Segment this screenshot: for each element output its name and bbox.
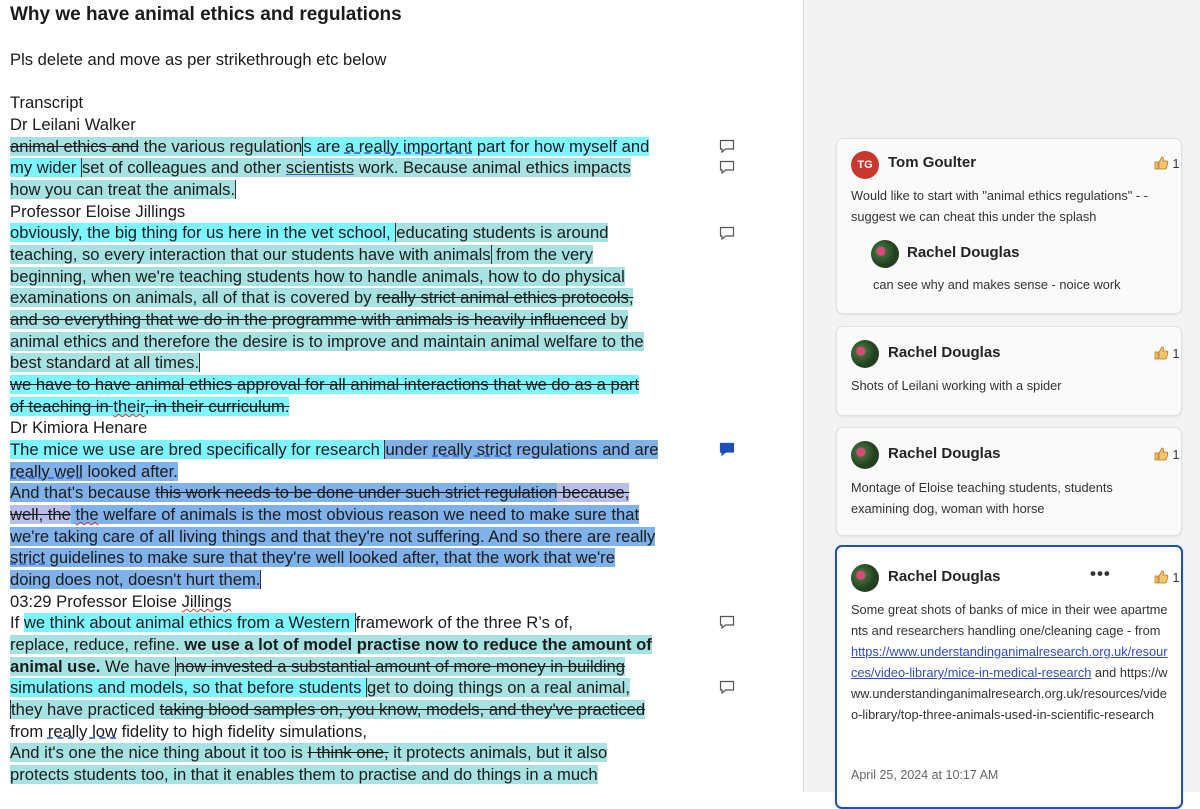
comment-author: Rachel Douglas — [888, 568, 1001, 585]
like-button[interactable] — [1153, 446, 1179, 462]
like-button[interactable] — [1153, 155, 1179, 171]
comment-marker-icon[interactable] — [719, 615, 735, 629]
text-line: how you can treat the animals. — [10, 180, 236, 199]
comment-text: Shots of Leilani working with a spider — [851, 378, 1062, 393]
comment-card[interactable] — [836, 138, 1182, 314]
like-count: 1 — [1172, 157, 1180, 171]
thumbs-up-icon — [1153, 345, 1169, 361]
text-line: we're taking care of all living things and that they're not suffering. And so there are really — [10, 527, 656, 546]
text-line: examinations on animals, all of that is covered by really strict animal ethics protocols, — [10, 288, 634, 307]
text-line: Transcript — [10, 93, 84, 112]
text-line: from really low fidelity to high fidelity simulations, — [10, 722, 367, 741]
comment-card[interactable] — [836, 427, 1182, 536]
avatar — [851, 564, 879, 592]
text-line: protects students too, in that it enables them to practise and do things in a much — [10, 765, 598, 784]
reply-text: can see why and makes sense - noice work — [873, 277, 1121, 292]
comment-author: Rachel Douglas — [888, 445, 1001, 462]
text-line: animal ethics and the various regulations are a really important part for how myself and — [10, 137, 650, 156]
speaker-name: Dr Kimiora Henare — [10, 418, 148, 437]
text-line: they have practiced taking blood samples on, you know, models, and they've practiced — [11, 700, 646, 719]
text-line: of teaching in their, in their curriculum. — [10, 397, 290, 416]
instruction-line: Pls delete and move as per strikethrough etc below — [10, 50, 387, 69]
comment-card[interactable] — [836, 326, 1182, 416]
comment-text: Would like to start with "animal ethics regulations" - - suggest we can cheat this under the splash — [851, 188, 1148, 224]
avatar — [851, 441, 879, 469]
thumbs-up-icon — [1153, 446, 1169, 462]
text-line: really well looked after. — [10, 462, 178, 481]
comment-author: Tom Goulter — [888, 154, 977, 171]
text-line: well, the the welfare of animals is the most obvious reason we need to make sure that — [10, 505, 640, 524]
document-title: Why we have animal ethics and regulations — [10, 4, 402, 25]
text-line: And that's because this work needs to be done under such strict regulation because, — [10, 483, 630, 502]
comment-author: Rachel Douglas — [888, 344, 1001, 361]
like-count: 1 — [1172, 448, 1180, 462]
like-count: 1 — [1172, 571, 1180, 585]
thumbs-up-icon — [1153, 569, 1169, 585]
text-line: best standard at all times. — [10, 353, 200, 372]
speaker-name: Dr Leilani Walker — [10, 115, 136, 134]
text-line: teaching, so every interaction that our students have with animals from the very — [10, 245, 593, 264]
text-line: beginning, when we're teaching students how to handle animals, how to do physical — [10, 267, 625, 286]
text-line: The mice we use are bred specifically for research under really strict regulations and are — [10, 440, 659, 459]
text-line: simulations and models, so that before students get to doing things on a real animal, — [10, 678, 630, 697]
text-line: my wider set of colleagues and other scientists work. Because animal ethics impacts — [10, 158, 631, 177]
reply-author: Rachel Douglas — [907, 244, 1020, 261]
avatar: TG — [851, 151, 879, 179]
text-line: strict guidelines to make sure that they're well looked after, that the work that we're — [10, 548, 615, 567]
text-line: replace, reduce, refine. we use a lot of model practise now to reduce the amount of — [10, 635, 652, 654]
text-line: If we think about animal ethics from a Western framework of the three R’s of, — [10, 613, 574, 632]
speaker-name: 03:29 Professor Eloise Jillings — [10, 592, 232, 611]
text-line: animal use. We have now invested a substantial amount of more money in building — [10, 657, 626, 676]
text-line: And it's one the nice thing about it too is I think one, it protects animals, but it also — [10, 743, 608, 762]
text-line: and so everything that we do in the programme with animals is heavily influenced by — [10, 310, 628, 329]
more-options-button[interactable]: ••• — [1090, 564, 1111, 583]
avatar — [851, 340, 879, 368]
comment-marker-icon[interactable] — [719, 139, 735, 153]
avatar — [871, 240, 899, 268]
like-button[interactable] — [1153, 345, 1179, 361]
comment-marker-icon[interactable] — [719, 680, 735, 694]
text-line: obviously, the big thing for us here in the vet school, educating students is around — [10, 223, 609, 242]
like-button[interactable] — [1153, 569, 1179, 585]
comment-card-active[interactable] — [835, 545, 1183, 809]
speaker-name: Professor Eloise Jillings — [10, 202, 186, 221]
like-count: 1 — [1172, 347, 1180, 361]
comment-marker-active-icon[interactable] — [719, 442, 735, 456]
comment-date: April 25, 2024 at 10:17 AM — [851, 768, 999, 782]
text-line: we have to have animal ethics approval for all animal interactions that we do as a part — [10, 375, 640, 394]
comment-marker-icon[interactable] — [719, 226, 735, 240]
thumbs-up-icon — [1153, 155, 1169, 171]
comment-text: Montage of Eloise teaching students, students examining dog, woman with horse — [851, 480, 1113, 516]
comment-text: Some great shots of banks of mice in their wee apartments and researchers handling one/cleaning cage - from https://www.understandinganimalresearch.org.uk/resources/video-library/mice-in-medical-research and https://www.understandinganimalresearch.org.uk/resources/video-library/top-three-animals-used-in-scientific-research — [851, 602, 1168, 722]
comment-link[interactable]: https://www.understandinganimalresearch.org.uk/resources/video-library/mice-in-medical-research — [851, 644, 1168, 680]
text-line: animal ethics and therefore the desire is to improve and maintain animal welfare to the — [10, 332, 644, 351]
comment-marker-icon[interactable] — [719, 160, 735, 174]
text-line: doing does not, doesn't hurt them. — [10, 570, 261, 589]
